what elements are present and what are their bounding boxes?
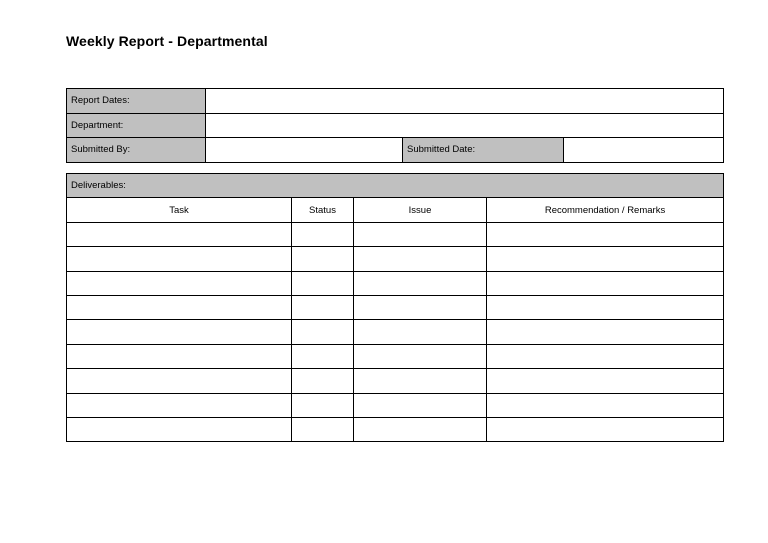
status-cell[interactable] <box>292 247 354 271</box>
table-row <box>67 369 724 393</box>
status-cell[interactable] <box>292 417 354 441</box>
column-header-status: Status <box>292 198 354 222</box>
table-row <box>67 295 724 319</box>
issue-cell[interactable] <box>354 369 487 393</box>
status-cell[interactable] <box>292 320 354 344</box>
deliverables-header-row <box>67 198 724 222</box>
report-info-table <box>66 88 724 163</box>
remarks-cell[interactable] <box>487 417 724 441</box>
issue-cell[interactable] <box>354 247 487 271</box>
remarks-cell[interactable] <box>487 369 724 393</box>
submitted-date-field[interactable] <box>564 138 724 163</box>
issue-cell[interactable] <box>354 320 487 344</box>
remarks-cell[interactable] <box>487 344 724 368</box>
deliverables-section-row <box>67 174 724 198</box>
task-cell[interactable] <box>67 417 292 441</box>
table-row <box>67 393 724 417</box>
task-cell[interactable] <box>67 369 292 393</box>
table-row <box>67 271 724 295</box>
remarks-cell[interactable] <box>487 247 724 271</box>
task-cell[interactable] <box>67 295 292 319</box>
remarks-cell[interactable] <box>487 295 724 319</box>
remarks-cell[interactable] <box>487 393 724 417</box>
issue-cell[interactable] <box>354 344 487 368</box>
issue-cell[interactable] <box>354 271 487 295</box>
department-field[interactable] <box>206 113 724 138</box>
status-cell[interactable] <box>292 295 354 319</box>
remarks-cell[interactable] <box>487 320 724 344</box>
table-row <box>67 417 724 441</box>
submitted-by-label: Submitted By: <box>67 138 206 163</box>
table-row <box>67 247 724 271</box>
status-cell[interactable] <box>292 344 354 368</box>
task-cell[interactable] <box>67 393 292 417</box>
status-cell[interactable] <box>292 271 354 295</box>
department-row <box>67 113 724 138</box>
department-label: Department: <box>67 113 206 138</box>
table-row <box>67 320 724 344</box>
page-title: Weekly Report - Departmental <box>66 33 268 49</box>
submitted-row <box>67 138 724 163</box>
submitted-by-field[interactable] <box>206 138 403 163</box>
issue-cell[interactable] <box>354 393 487 417</box>
column-header-task: Task <box>67 198 292 222</box>
status-cell[interactable] <box>292 369 354 393</box>
report-dates-field[interactable] <box>206 89 724 114</box>
issue-cell[interactable] <box>354 295 487 319</box>
remarks-cell[interactable] <box>487 271 724 295</box>
status-cell[interactable] <box>292 222 354 246</box>
report-dates-label: Report Dates: <box>67 89 206 114</box>
deliverables-table <box>66 173 724 442</box>
issue-cell[interactable] <box>354 417 487 441</box>
status-cell[interactable] <box>292 393 354 417</box>
remarks-cell[interactable] <box>487 222 724 246</box>
task-cell[interactable] <box>67 344 292 368</box>
task-cell[interactable] <box>67 320 292 344</box>
column-header-remarks: Recommendation / Remarks <box>487 198 724 222</box>
issue-cell[interactable] <box>354 222 487 246</box>
column-header-issue: Issue <box>354 198 487 222</box>
report-dates-row <box>67 89 724 114</box>
task-cell[interactable] <box>67 271 292 295</box>
submitted-date-label: Submitted Date: <box>403 138 564 163</box>
table-row <box>67 344 724 368</box>
deliverables-label: Deliverables: <box>67 174 724 198</box>
task-cell[interactable] <box>67 222 292 246</box>
task-cell[interactable] <box>67 247 292 271</box>
table-row <box>67 222 724 246</box>
